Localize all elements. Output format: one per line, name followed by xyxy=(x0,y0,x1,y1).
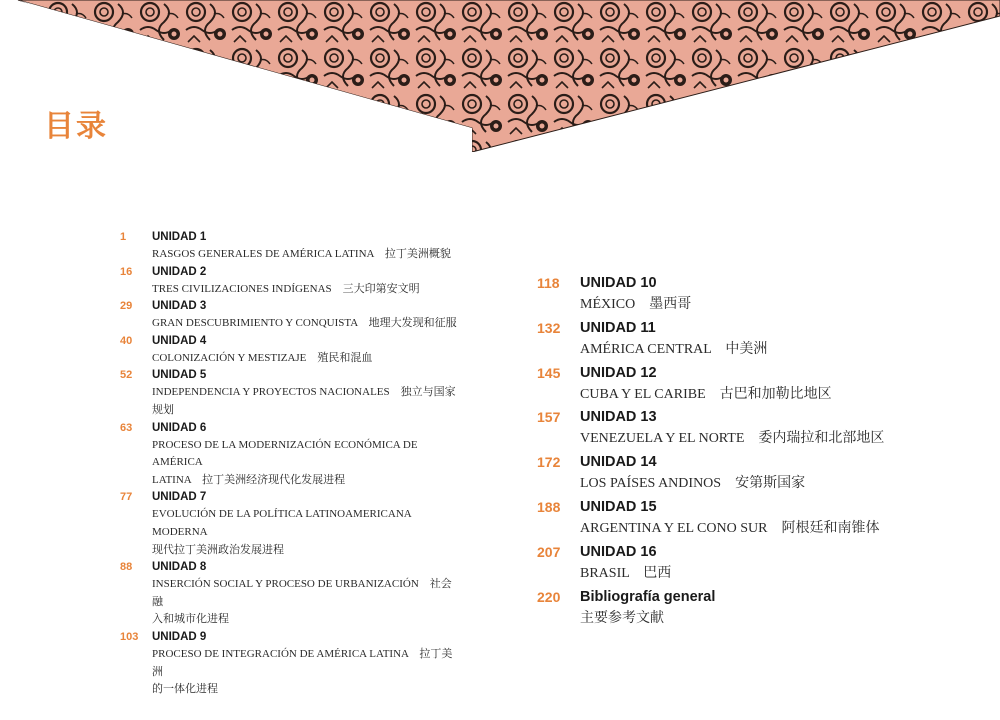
toc-entry[interactable] xyxy=(120,333,460,368)
toc-unit-title: 入和城市化进程 xyxy=(152,613,229,626)
toc-unit-title: 主要参考文献 xyxy=(580,610,664,626)
toc-entry[interactable] xyxy=(537,406,957,451)
toc-unit-title: AMÉRICA CENTRAL 中美洲 xyxy=(580,341,768,357)
toc-unit-title: RASGOS GENERALES DE AMÉRICA LATINA 拉丁美洲概貌 xyxy=(152,248,451,260)
page-title: 目录 xyxy=(44,109,108,144)
toc-unit-title: LATINA 拉丁美洲经济现代化发展进程 xyxy=(152,473,346,486)
toc-entry[interactable] xyxy=(120,367,460,419)
toc-page-number: 40 xyxy=(120,334,133,347)
toc-unit-heading: UNIDAD 4 xyxy=(152,334,207,347)
toc-unit-heading: UNIDAD 10 xyxy=(580,275,657,291)
toc-unit-heading: UNIDAD 8 xyxy=(152,561,207,574)
toc-page-number: 157 xyxy=(537,409,561,426)
toc-unit-title: PROCESO DE INTEGRACIÓN DE AMÉRICA LATINA 拉丁美洲 xyxy=(152,647,453,678)
toc-unit-heading: UNIDAD 6 xyxy=(152,421,207,434)
toc-unit-heading: UNIDAD 11 xyxy=(580,319,656,336)
toc-unit-heading: UNIDAD 15 xyxy=(580,498,657,515)
toc-unit-title: BRASIL 巴西 xyxy=(580,565,672,581)
decorative-pattern-banner xyxy=(0,0,1000,152)
toc-entry[interactable] xyxy=(537,496,957,541)
toc-unit-heading: UNIDAD 3 xyxy=(152,300,207,313)
toc-entry[interactable] xyxy=(537,451,957,496)
toc-unit-title: GRAN DESCUBRIMIENTO Y CONQUISTA 地理大发现和征服 xyxy=(152,317,457,330)
toc-unit-title: 的一体化进程 xyxy=(152,683,218,696)
toc-entry[interactable] xyxy=(120,298,460,333)
toc-page-number: 16 xyxy=(120,265,133,278)
toc-entry[interactable] xyxy=(120,629,460,699)
toc-page-number: 188 xyxy=(537,498,561,515)
toc-entry[interactable] xyxy=(537,586,957,631)
toc-page-number: 103 xyxy=(120,630,139,643)
toc-entry[interactable] xyxy=(120,559,460,629)
toc-unit-heading: UNIDAD 1 xyxy=(152,231,207,243)
toc-unit-title: COLONIZACIÓN Y MESTIZAJE 殖民和混血 xyxy=(152,351,373,364)
toc-entry[interactable] xyxy=(120,229,460,264)
toc-unit-title: VENEZUELA Y EL NORTE 委内瑞拉和北部地区 xyxy=(580,431,885,447)
toc-unit-title: TRES CIVILIZACIONES INDÍGENAS 三大印第安文明 xyxy=(152,282,420,295)
toc-unit-heading: UNIDAD 5 xyxy=(152,369,207,382)
toc-entry[interactable] xyxy=(120,420,460,490)
toc-unit-title: EVOLUCIÓN DE LA POLÍTICA LATINOAMERICANA MODERNA xyxy=(152,508,412,538)
toc-page-number: 118 xyxy=(537,275,560,291)
toc-entry[interactable] xyxy=(537,362,957,407)
toc-left-column xyxy=(120,229,460,699)
toc-page-number: 132 xyxy=(537,319,561,336)
toc-page-number: 145 xyxy=(537,364,561,381)
toc-page-number: 207 xyxy=(537,543,561,560)
toc-entry[interactable] xyxy=(120,264,460,299)
toc-unit-title: CUBA Y EL CARIBE 古巴和加勒比地区 xyxy=(580,386,832,402)
toc-entry[interactable] xyxy=(537,541,957,586)
toc-unit-title: LOS PAÍSES ANDINOS 安第斯国家 xyxy=(580,476,806,492)
toc-unit-title: ARGENTINA Y EL CONO SUR 阿根廷和南锥体 xyxy=(580,520,880,536)
toc-page-number: 220 xyxy=(537,588,561,605)
toc-unit-heading: UNIDAD 12 xyxy=(580,364,657,381)
toc-entry[interactable] xyxy=(537,272,957,317)
toc-page-number: 63 xyxy=(120,421,133,434)
toc-unit-title: INDEPENDENCIA Y PROYECTOS NACIONALES 独立与国家 xyxy=(152,386,456,399)
toc-unit-title: 规划 xyxy=(152,403,174,416)
toc-unit-title: 现代拉丁美洲政治发展进程 xyxy=(152,543,284,556)
toc-page-number: 172 xyxy=(537,454,561,471)
toc-unit-title: PROCESO DE LA MODERNIZACIÓN ECONÓMICA DE AMÉRICA xyxy=(152,438,418,469)
toc-unit-heading: UNIDAD 9 xyxy=(152,630,207,643)
toc-right-column xyxy=(537,272,957,630)
toc-unit-heading: UNIDAD 14 xyxy=(580,454,657,471)
toc-unit-heading: UNIDAD 16 xyxy=(580,543,657,560)
toc-unit-title: MÉXICO 墨西哥 xyxy=(580,297,692,312)
toc-page-number: 52 xyxy=(120,369,133,382)
toc-page-number: 29 xyxy=(120,300,133,313)
toc-unit-title: INSERCIÓN SOCIAL Y PROCESO DE URBANIZACIÓN 社会融 xyxy=(152,578,452,608)
toc-unit-heading: UNIDAD 13 xyxy=(580,409,657,426)
toc-unit-heading: Bibliografía general xyxy=(580,588,716,605)
toc-unit-heading: UNIDAD 2 xyxy=(152,265,207,278)
toc-unit-heading: UNIDAD 7 xyxy=(152,491,207,504)
toc-entry[interactable] xyxy=(120,489,460,559)
toc-page-number: 1 xyxy=(120,231,127,243)
toc-page-number: 77 xyxy=(120,491,133,504)
toc-entry[interactable] xyxy=(537,317,957,362)
toc-page-number: 88 xyxy=(120,561,133,574)
